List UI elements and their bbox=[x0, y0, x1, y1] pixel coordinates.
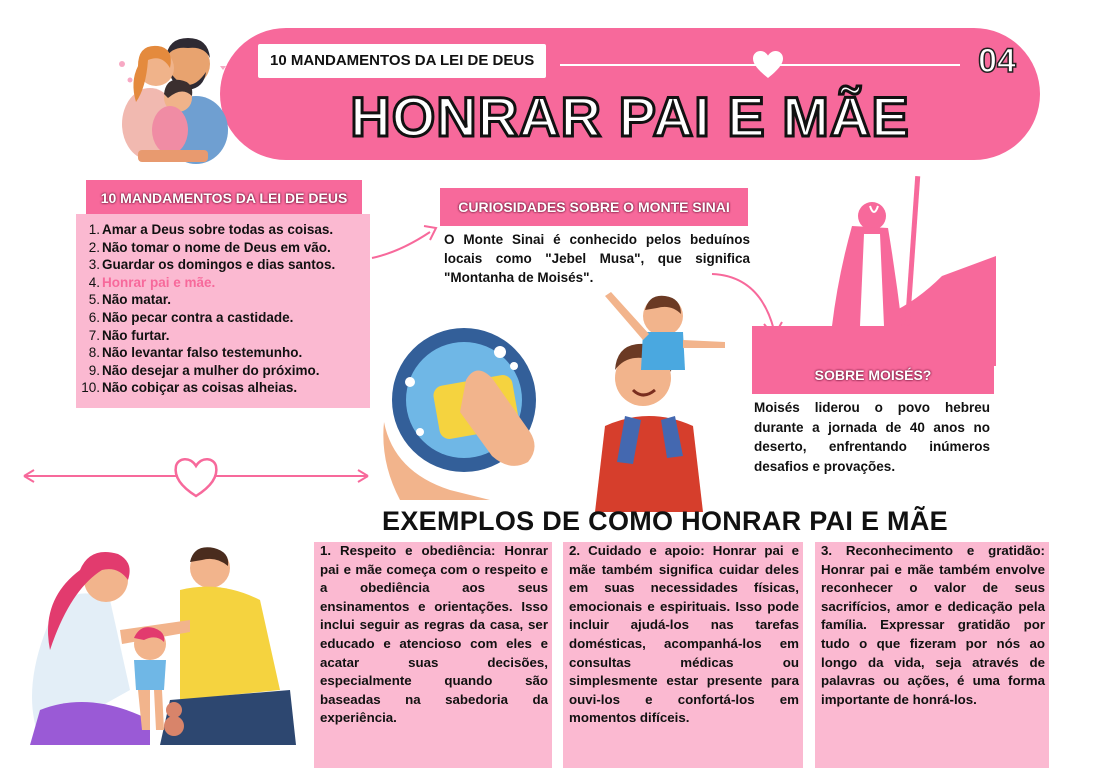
page-number: 04 bbox=[978, 42, 1016, 80]
commandment-number: 8. bbox=[88, 345, 100, 361]
commandment-item bbox=[76, 239, 370, 257]
arrow-icon bbox=[370, 222, 450, 262]
father-son-illustration bbox=[565, 286, 735, 512]
commandment-item bbox=[76, 291, 370, 309]
commandment-item bbox=[76, 309, 370, 327]
commandment-number: 4. bbox=[88, 274, 100, 290]
commandment-text: Não cobiçar as coisas alheias. bbox=[102, 380, 298, 396]
commandment-number: 7. bbox=[88, 327, 100, 343]
page-title: HONRAR PAI E MÃE bbox=[350, 85, 910, 148]
commandment-text: Não tomar o nome de Deus em vão. bbox=[102, 239, 331, 255]
examples-heading: EXEMPLOS DE COMO HONRAR PAI E MÃE bbox=[382, 506, 948, 536]
commandment-number: 1. bbox=[88, 222, 100, 237]
commandment-number: 2. bbox=[88, 239, 100, 255]
commandments-box bbox=[76, 214, 370, 408]
commandment-text: Não levantar falso testemunho. bbox=[102, 345, 303, 361]
family-kneeling-illustration bbox=[10, 540, 300, 750]
example-item: 1. Respeito e obediência: Honrar pai e mãe começa com o respeito e a obediência aos seus ensinamentos e orientações. Isso inclui seguir as regras da casa, ser educado e atencioso com eles e acatar suas decisões, especialmente quando são baseadas na sabedoria da experiência. bbox=[314, 542, 552, 768]
commandment-item bbox=[76, 256, 370, 274]
example-item: 3. Reconhecimento e gratidão: Honrar pai e mãe também envolve reconhecer o valor de seus sacrifícios, amor e dedicação pela família. Expressar gratidão por tudo o que fizeram por nós ao longo da vida, seja através de palavras ou ações, é uma forma importante de honrá-los. bbox=[815, 542, 1049, 768]
washing-dishes-illustration bbox=[380, 322, 560, 500]
commandment-number: 9. bbox=[88, 362, 100, 378]
moses-heading: SOBRE MOISÉS? bbox=[752, 356, 994, 394]
family-hug-illustration bbox=[108, 18, 228, 163]
commandment-text: Guardar os domingos e dias santos. bbox=[102, 257, 336, 273]
commandment-number: 10. bbox=[81, 380, 100, 396]
moses-text: Moisés liderou o povo hebreu durante a jornada de 40 anos no deserto, enfrentando inúmeros desafios e provações. bbox=[754, 400, 990, 474]
commandment-item bbox=[76, 274, 370, 292]
commandment-number: 6. bbox=[88, 309, 100, 325]
example-item: 2. Cuidado e apoio: Honrar pai e mãe também significa cuidar deles em suas necessidades físicas, emocionais e espirituais. Isso pode incluir ajudá-los nas tarefas domésticas, acompanhá-los em consultas médicas ou simplesmente estar presente para ouvi-los e confortá-los em momentos difíceis. bbox=[563, 542, 803, 768]
commandment-text: Honrar pai e mãe. bbox=[102, 274, 216, 290]
heart-icon bbox=[752, 50, 784, 80]
commandment-text: Não furtar. bbox=[102, 327, 170, 343]
commandment-item bbox=[76, 344, 370, 362]
curiosities-heading: CURIOSIDADES SOBRE O MONTE SINAI bbox=[440, 188, 748, 226]
moses-mountain-illustration bbox=[752, 176, 996, 366]
commandment-number: 5. bbox=[88, 292, 100, 308]
commandments-list bbox=[76, 214, 370, 397]
commandments-heading: 10 MANDAMENTOS DA LEI DE DEUS bbox=[86, 180, 362, 216]
commandment-item bbox=[76, 221, 370, 239]
commandment-text: Não matar. bbox=[102, 292, 172, 308]
commandment-text: Não pecar contra a castidade. bbox=[102, 309, 294, 325]
header-kicker: 10 MANDAMENTOS DA LEI DE DEUS bbox=[258, 44, 546, 78]
commandment-text: Não desejar a mulher do próximo. bbox=[102, 362, 320, 378]
commandment-item bbox=[76, 362, 370, 380]
commandment-item bbox=[76, 327, 370, 345]
commandment-number: 3. bbox=[88, 257, 100, 273]
curiosities-text: O Monte Sinai é conhecido pelos beduínos locais como "Jebel Musa", que significa "Montanha de Moisés". bbox=[444, 232, 750, 285]
commandment-text: Amar a Deus sobre todas as coisas. bbox=[102, 222, 334, 237]
commandment-item bbox=[76, 379, 370, 397]
heart-divider bbox=[20, 452, 372, 502]
